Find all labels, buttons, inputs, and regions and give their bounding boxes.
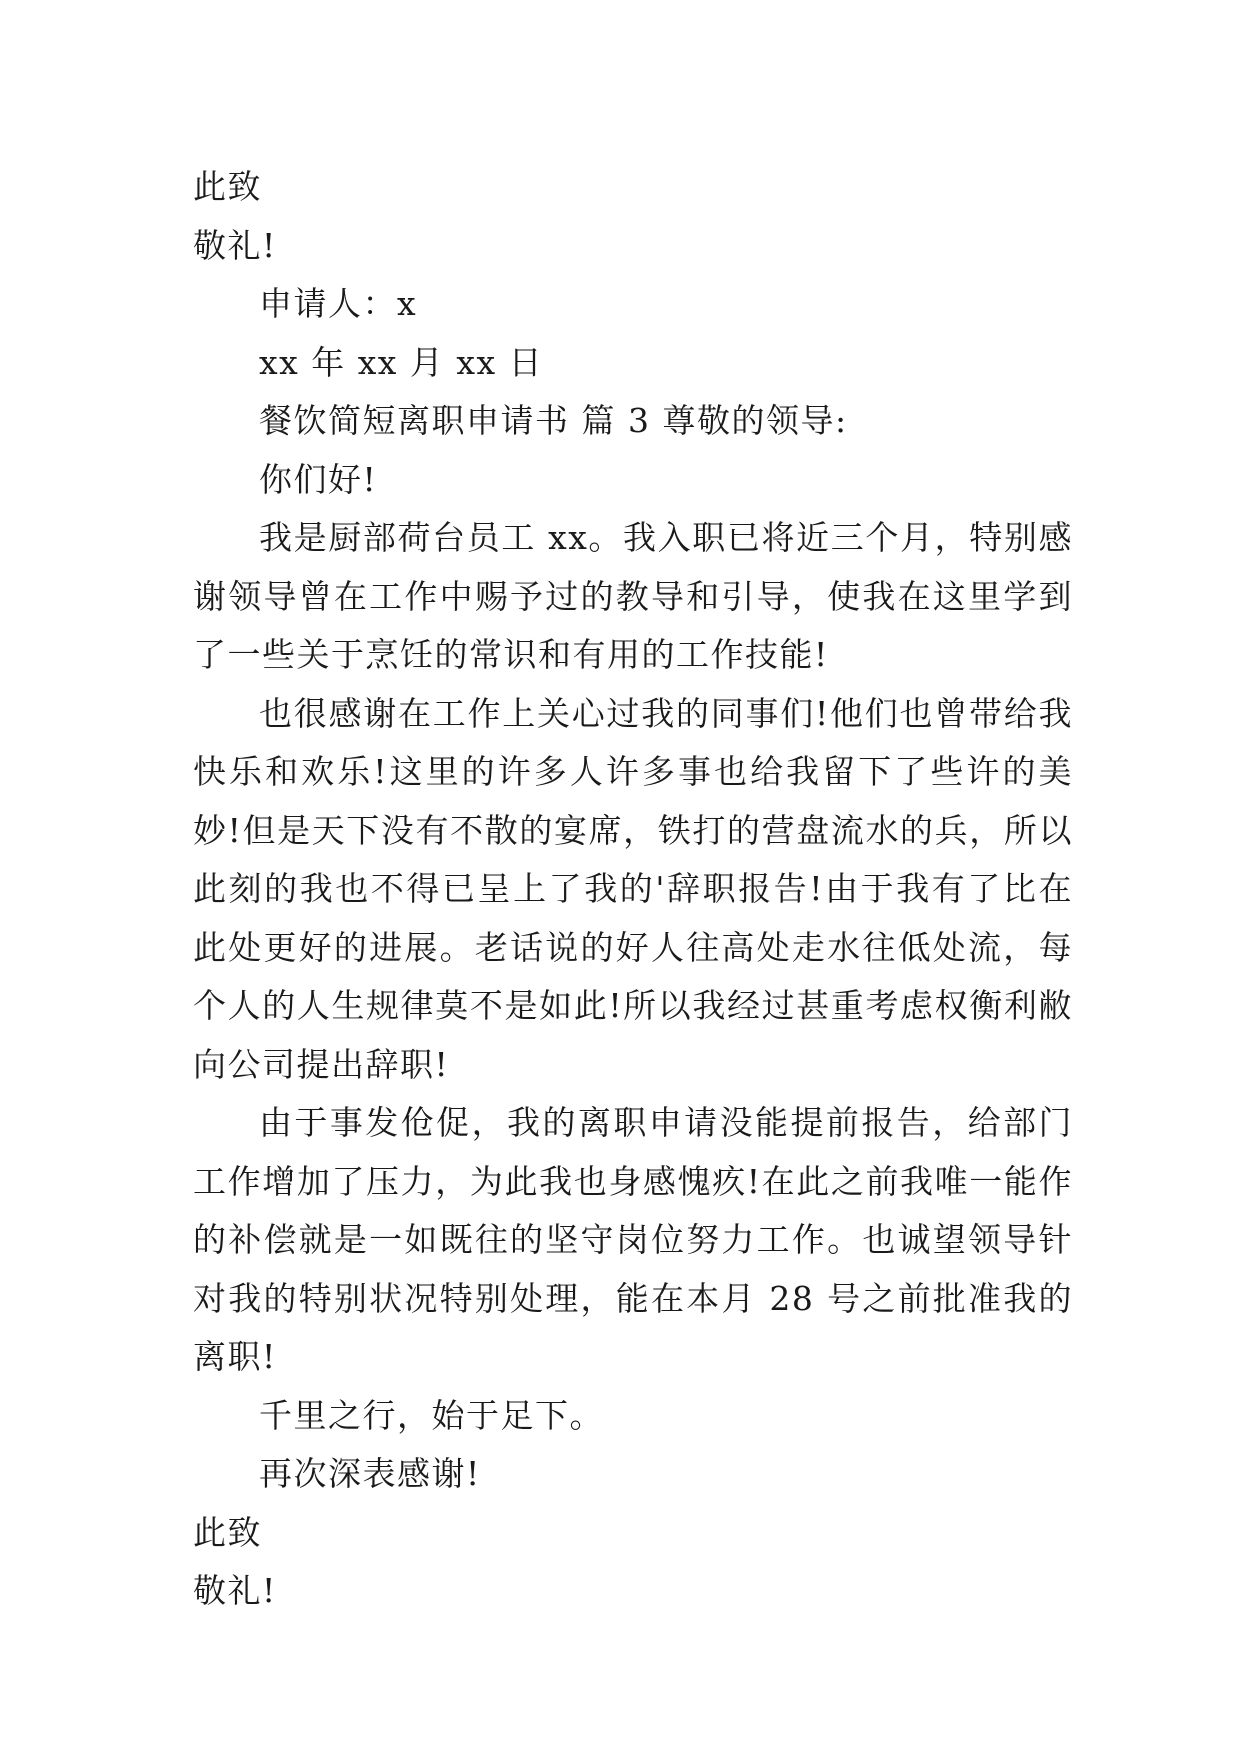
proverb-line: 千里之行，始于足下。: [259, 1395, 604, 1435]
closing-respect-2: 敬礼!: [193, 1571, 277, 1610]
date-line: xx 年 xx 月 xx 日: [259, 342, 544, 382]
paragraph-2: 也很感谢在工作上关心过我的同事们!他们也曾带给我快乐和欢乐!这里的许多人许多事也给我留下了些许的美妙!但是天下没有不散的宴席，铁打的营盘流水的兵，所以此刻的我也不得已呈上了我的'辞职报告!由于我有了比在此处更好的进展。老话说的好人往高处走水往低处流，每个人的人生规律莫不是如此!所以我经过甚重考虑权衡利敝向公司提出辞职!: [193, 693, 1073, 1084]
closing-respect-1: 敬礼!: [193, 225, 277, 265]
closing-salutation-2: 此致: [193, 1512, 262, 1552]
thanks-line: 再次深表感谢!: [259, 1454, 481, 1493]
greeting-line: 你们好!: [259, 459, 378, 499]
paragraph-3: 由于事发伧促，我的离职申请没能提前报告，给部门工作增加了压力，为此我也身感愧疚!在此之前我唯一能作的补偿就是一如既往的坚守岗位努力工作。也诚望领导针对我的特别状况特别处理，能在本月 28 号之前批准我的离职!: [193, 1103, 1073, 1376]
closing-salutation-1: 此致: [193, 167, 262, 206]
letter-body: [193, 158, 1073, 1621]
applicant-line: 申请人：x: [259, 284, 418, 323]
paragraph-1: 我是厨部荷台员工 xx。我入职已将近三个月，特别感谢领导曾在工作中赐予过的教导和引导，使我在这里学到了一些关于烹饪的常识和有用的工作技能!: [193, 518, 1073, 674]
section-heading: 餐饮简短离职申请书 篇 3 尊敬的领导:: [259, 401, 848, 440]
